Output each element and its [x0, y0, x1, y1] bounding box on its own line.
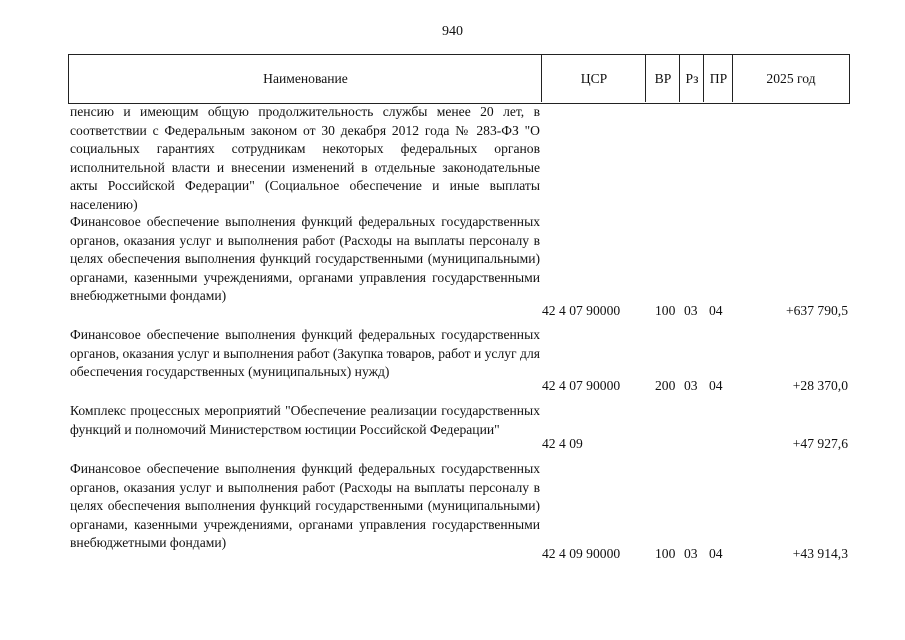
header-year: 2025 год [766, 71, 816, 86]
row-rz: 03 [684, 378, 698, 393]
row-name: Финансовое обеспечение выполнения функций федеральных государственных органов, оказания услуг и выполнения работ (Расходы на выплаты персоналу в целях обеспечения выполнения функций государственными (муниципальными) органами, казенными учреждениями, органами управления государственными внебюджетными фондами) [70, 214, 540, 304]
header-divider [732, 54, 733, 102]
row-value: +43 914,3 [792, 546, 848, 561]
row-csr: 42 4 09 [542, 436, 583, 451]
row-csr: 42 4 07 90000 [542, 378, 621, 393]
header-divider [541, 54, 542, 102]
row-name: Финансовое обеспечение выполнения функций федеральных государственных органов, оказания услуг и выполнения работ (Расходы на выплаты персоналу в целях обеспечения выполнения функций государственными (муниципальными) органами, казенными учреждениями, органами управления государственными внебюджетными фондами) [70, 461, 540, 551]
row-name: Комплекс процессных мероприятий "Обеспечение реализации государственных функций и полномочий Министерством юстиции Российской Федерации" [70, 403, 540, 437]
header-pr: ПР [709, 71, 728, 86]
row-value: +637 790,5 [785, 303, 848, 318]
row-pr: 04 [709, 378, 723, 393]
row-pr: 04 [709, 546, 723, 561]
page-number: 940 [442, 24, 463, 39]
row-vr: 100 [655, 303, 676, 318]
row-name: пенсию и имеющим общую продолжительность службы менее 20 лет, в соответствии с Федеральным законом от 30 декабря 2012 года № 283-ФЗ "О социальных гарантиях сотрудникам некоторых федеральных органов исполнительной власти и внесении изменений в отдельные законодательные акты Российской Федерации" (Социальное обеспечение и иные выплаты населению) [70, 104, 540, 212]
row-name: Финансовое обеспечение выполнения функций федеральных государственных органов, оказания услуг и выполнения работ (Закупка товаров, работ и услуг для обеспечения государственных (муниципальных) нужд) [70, 327, 540, 380]
row-vr: 200 [655, 378, 676, 393]
row-csr: 42 4 09 90000 [542, 546, 621, 561]
row-value: +47 927,6 [792, 436, 848, 451]
row-value: +28 370,0 [792, 378, 848, 393]
header-rz: Рз [685, 71, 699, 86]
header-divider [703, 54, 704, 102]
row-rz: 03 [684, 546, 698, 561]
header-name: Наименование [263, 71, 348, 86]
header-vr: ВР [654, 71, 672, 86]
row-vr: 100 [655, 546, 676, 561]
row-pr: 04 [709, 303, 723, 318]
header-divider [645, 54, 646, 102]
row-csr: 42 4 07 90000 [542, 303, 621, 318]
row-rz: 03 [684, 303, 698, 318]
header-csr: ЦСР [580, 71, 608, 86]
header-divider [679, 54, 680, 102]
